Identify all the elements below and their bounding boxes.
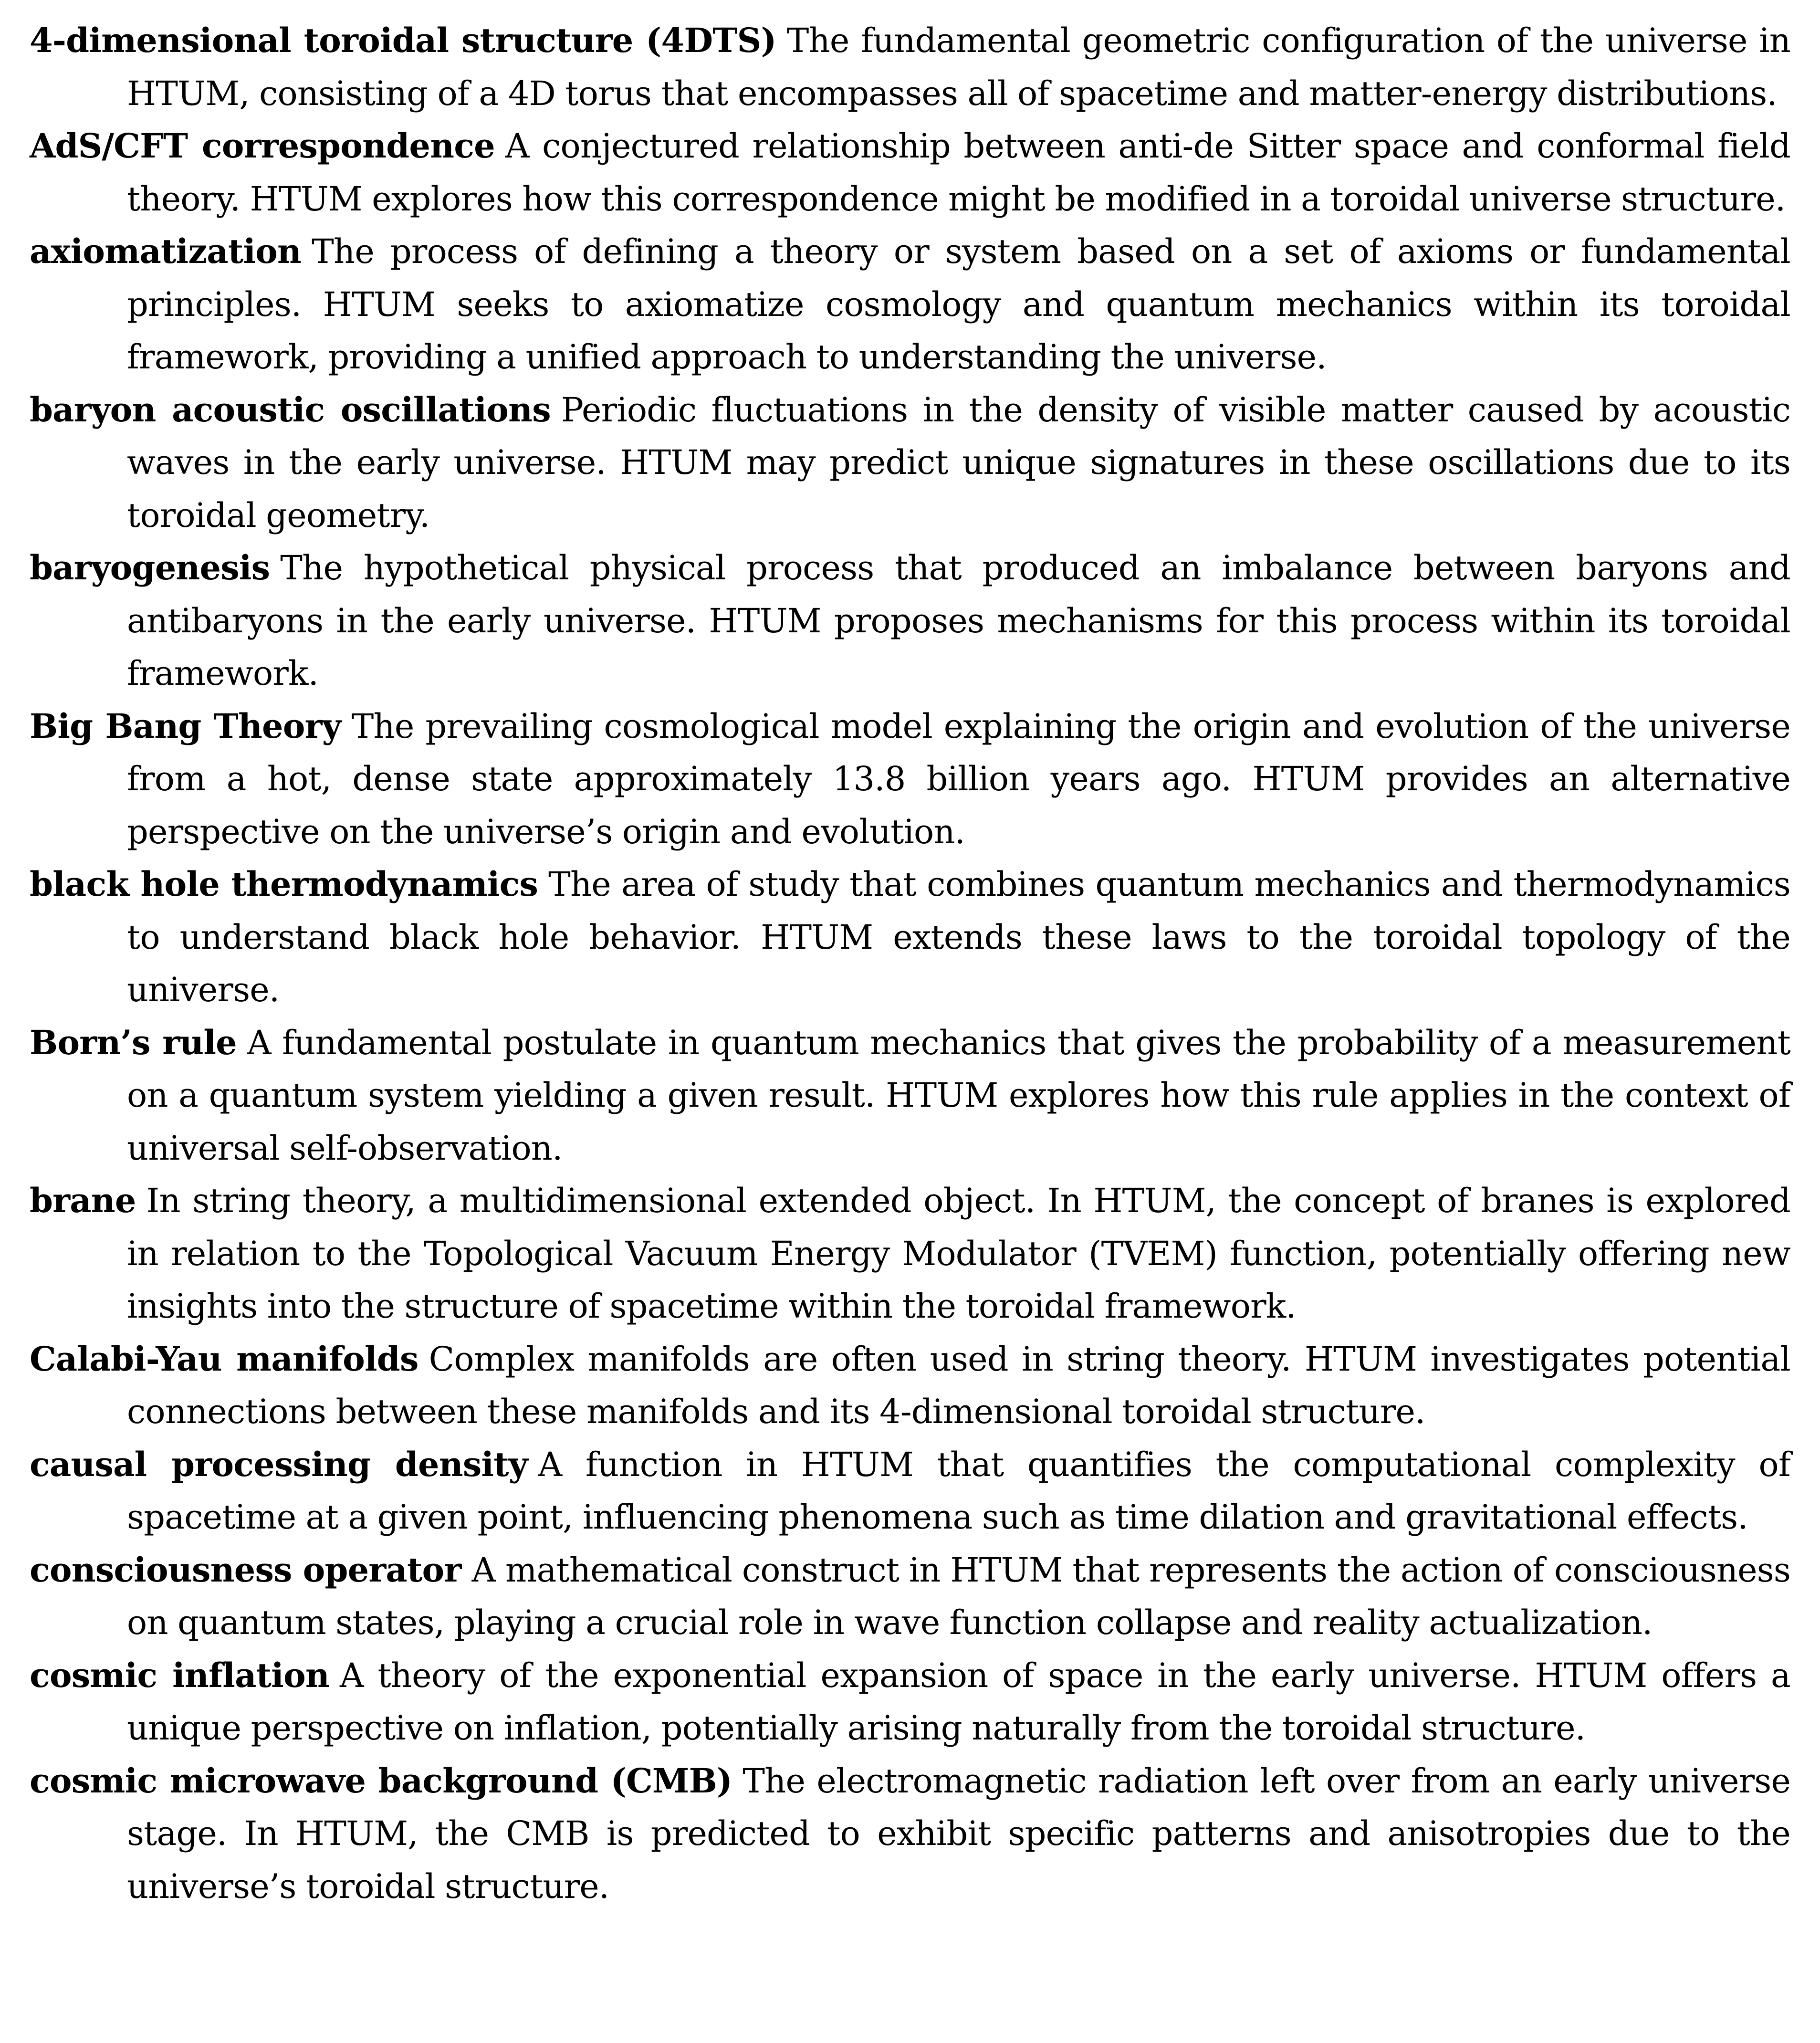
glossary-list [30,14,1790,1913]
glossary-definition: A conjectured relationship between anti-de Sitter space and conformal field theory. HTUM explores how this correspondence might be modified in a toroidal universe structure. [127,126,1790,219]
glossary-entry-baryon-acoustic-oscillations [30,384,1790,542]
glossary-entry-ads-cft [30,120,1790,225]
glossary-definition: The process of defining a theory or system based on a set of axioms or fundamental principles. HTUM seeks to axiomatize cosmology and quantum mechanics within its toroidal framework, providing a unified approach to understanding the universe. [127,232,1790,377]
glossary-term: 4-dimensional toroidal structure (4DTS) [30,21,776,60]
glossary-entry-4dts [30,14,1790,120]
glossary-term: brane [30,1181,136,1220]
glossary-definition: A fundamental postulate in quantum mechanics that gives the probability of a measurement on a quantum system yielding a given result. HTUM explores how this rule applies in the context of universal self-observation. [127,1023,1790,1168]
glossary-definition: A function in HTUM that quantifies the computational complexity of spacetime at a given point, influencing phenomena such as time dilation and gravitational effects. [127,1445,1791,1537]
glossary-entry-brane [30,1174,1790,1333]
glossary-definition: Periodic fluctuations in the density of visible matter caused by acoustic waves in the early universe. HTUM may predict unique signatures in these oscillations due to its toroidal geometry. [127,390,1790,535]
glossary-entry-calabi-yau-manifolds [30,1333,1790,1438]
glossary-term: Born’s rule [30,1022,237,1062]
glossary-term: cosmic microwave background (CMB) [30,1760,732,1801]
glossary-entry-axiomatization [30,225,1790,384]
glossary-entry-big-bang-theory [30,700,1790,859]
glossary-definition: The area of study that combines quantum mechanics and thermodynamics to understand black hole behavior. HTUM extends these laws to the toroidal topology of the universe. [127,865,1790,1009]
glossary-entry-black-hole-thermodynamics [30,858,1790,1016]
glossary-definition: In string theory, a multidimensional extended object. In HTUM, the concept of branes is explored in relation to the Topological Vacuum Energy Modulator (TVEM) function, potentially offering new insights into the structure of spacetime within the toroidal framework. [127,1181,1790,1326]
glossary-term: baryogenesis [30,548,270,587]
glossary-term: black hole thermodynamics [30,864,538,904]
glossary-term: consciousness operator [30,1550,461,1590]
glossary-entry-cosmic-inflation [30,1649,1790,1755]
glossary-term: Big Bang Theory [30,706,341,746]
glossary-definition: The prevailing cosmological model explaining the origin and evolution of the universe from a hot, dense state approximately 13.8 billion years ago. HTUM provides an alternative perspective on the universe’s origin and evolution. [127,706,1790,851]
glossary-definition: The hypothetical physical process that produced an imbalance between baryons and antibaryons in the early universe. HTUM proposes mechanisms for this process within its toroidal framework. [127,548,1790,693]
glossary-definition: The fundamental geometric configuration of the universe in HTUM, consisting of a 4D torus that encompasses all of spacetime and matter-energy distributions. [127,21,1790,113]
glossary-definition: A mathematical construct in HTUM that represents the action of consciousness on quantum states, playing a crucial role in wave function collapse and reality actualization. [127,1550,1790,1642]
glossary-definition: A theory of the exponential expansion of space in the early universe. HTUM offers a unique perspective on inflation, potentially arising naturally from the toroidal structure. [127,1655,1790,1748]
glossary-term: Calabi-Yau manifolds [30,1339,418,1379]
glossary-entry-cosmic-microwave-background [30,1755,1790,1913]
glossary-term: cosmic inflation [30,1655,329,1695]
glossary-term: AdS/CFT correspondence [30,126,495,166]
glossary-definition: The electromagnetic radiation left over from an early universe stage. In HTUM, the CMB is predicted to exhibit specific patterns and anisotropies due to the universe’s toroidal structure. [127,1761,1790,1906]
glossary-term: baryon acoustic oscillations [30,389,551,430]
glossary-definition: Complex manifolds are often used in string theory. HTUM investigates potential connections between these manifolds and its 4-dimensional toroidal structure. [127,1339,1790,1431]
glossary-entry-consciousness-operator [30,1544,1790,1649]
glossary-entry-baryogenesis [30,542,1790,700]
glossary-entry-causal-processing-density [30,1438,1790,1544]
glossary-term: axiomatization [30,231,302,271]
glossary-entry-borns-rule [30,1016,1790,1175]
glossary-term: causal processing density [30,1444,528,1484]
